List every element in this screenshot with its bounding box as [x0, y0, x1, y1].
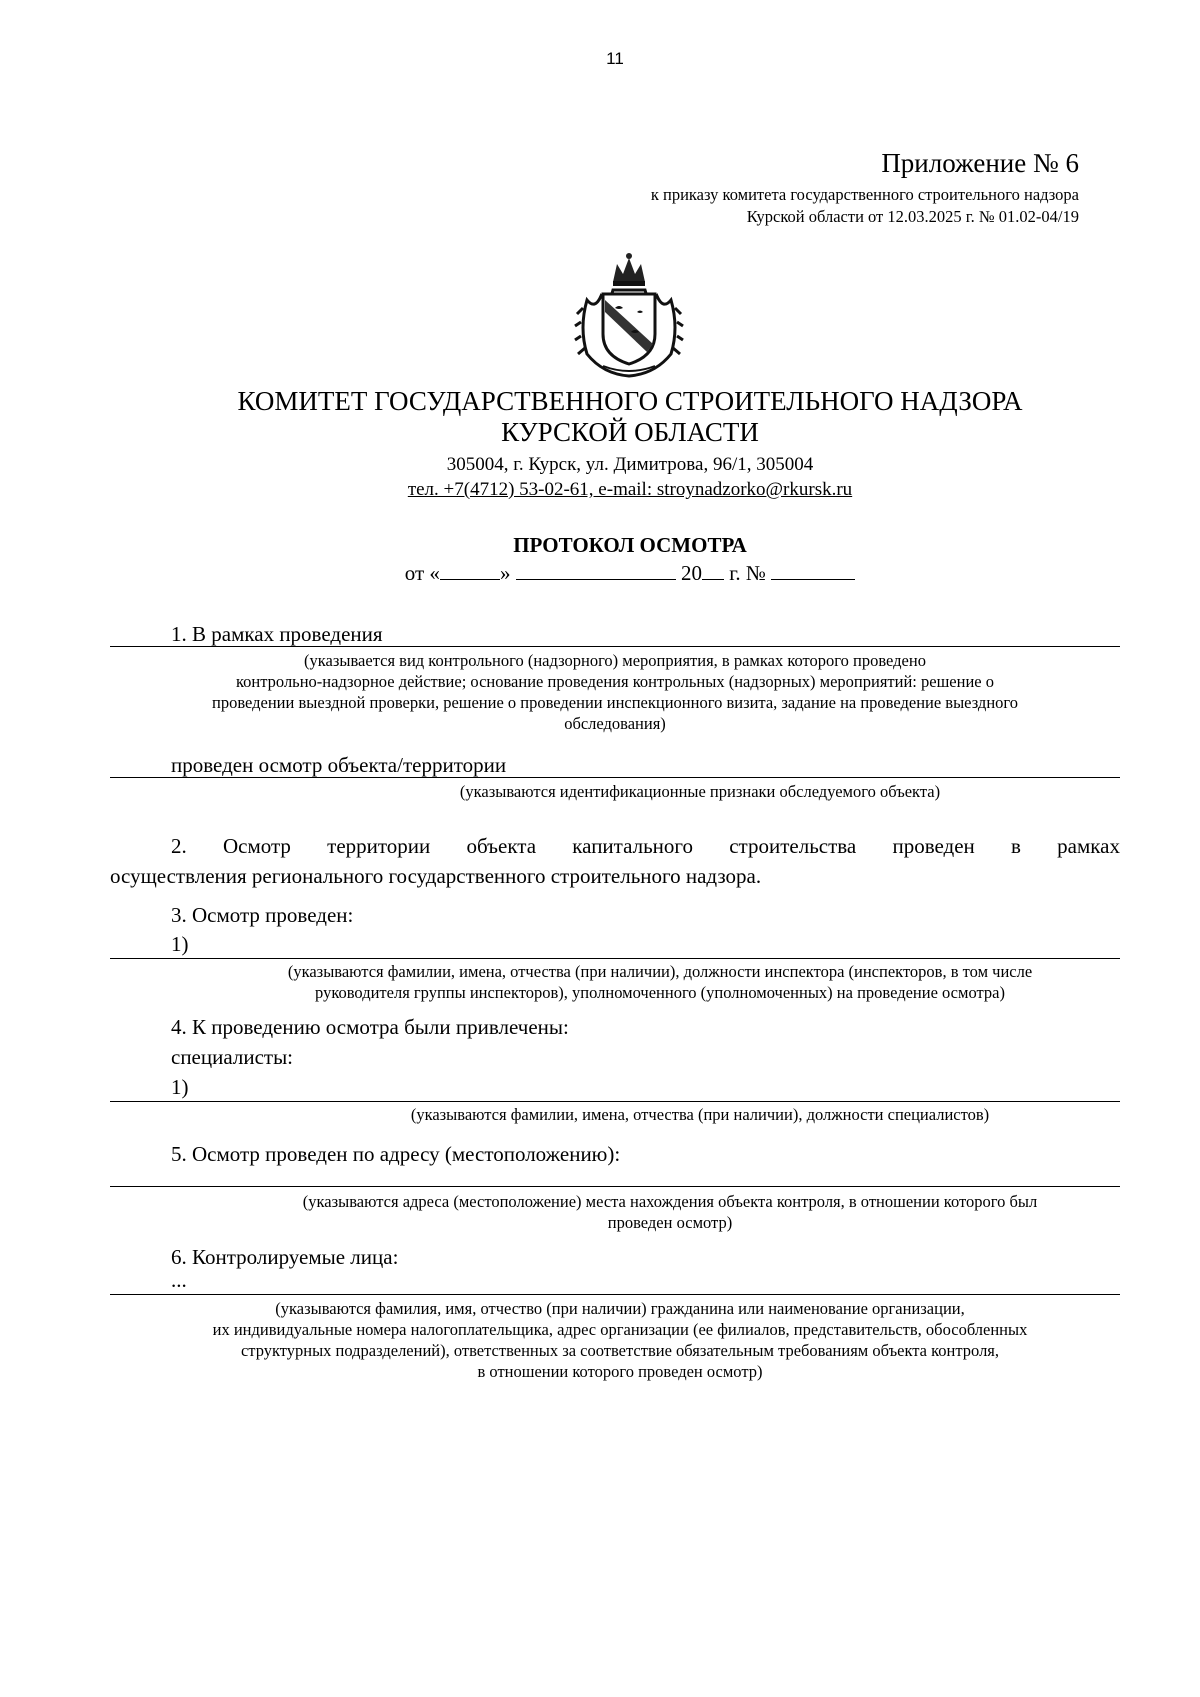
organization-contacts: тел. +7(4712) 53-02-61, e-mail: stroynadzorko@rkursk.ru	[407, 479, 853, 500]
appendix-title: Приложение № 6	[881, 148, 1079, 178]
section-4-specialists: специалисты:	[171, 1045, 294, 1069]
section-6-note-line-3: структурных подразделений), ответственных за соответствие обязательным требованиям объекта контроля,	[240, 1341, 1000, 1360]
year-blank[interactable]	[702, 561, 724, 580]
section-6-label: 6. Контролируемые лица:	[171, 1245, 399, 1269]
section-3-item: 1)	[171, 932, 189, 956]
date-mid: »	[499, 561, 511, 585]
page-number: 11	[606, 49, 624, 68]
section-1-note-line-2: контрольно-надзорное действие; основание проведения контрольных (надзорных) мероприятий: решение о	[236, 672, 994, 691]
section-2-line-1: 2. Осмотр территории объекта капитального строительства проведен в рамках	[171, 834, 1120, 858]
section-5-fill-line[interactable]	[110, 1186, 1120, 1187]
section-3-fill-line[interactable]	[110, 958, 1120, 959]
organization-address: 305004, г. Курск, ул. Димитрова, 96/1, 305004	[446, 454, 814, 475]
section-6-note-line-2: их индивидуальные номера налогоплательщика, адрес организации (ее филиалов, представительств, обособленных	[212, 1320, 1028, 1339]
section-1-object-label: проведен осмотр объекта/территории	[171, 753, 507, 777]
organization-name	[0, 386, 1200, 448]
section-1-note-line-3: проведении выездной проверки, решение о проведении инспекционного визита, задание на проведение выездного	[211, 693, 1019, 712]
section-6-note	[110, 1298, 1130, 1382]
section-1-note-line-1: (указывается вид контрольного (надзорного) мероприятия, в рамках которого проведено	[304, 651, 926, 670]
protocol-date-line	[0, 561, 1200, 586]
section-1-object-note: (указываются идентификационные признаки обследуемого объекта)	[459, 782, 941, 801]
appendix-line-1: к приказу комитета государственного строительного надзора	[650, 185, 1079, 204]
coat-of-arms-emblem	[573, 248, 685, 378]
organization-address-block	[0, 452, 1200, 502]
year-prefix: 20	[680, 561, 702, 585]
section-3-note-line-2: руководителя группы инспекторов), уполномоченного (уполномоченных) на проведение осмотра)	[315, 983, 1005, 1002]
section-5-label: 5. Осмотр проведен по адресу (местоположению):	[171, 1142, 621, 1166]
protocol-number-blank[interactable]	[771, 561, 855, 580]
section-6-note-line-4: в отношении которого проведен осмотр)	[477, 1362, 763, 1381]
section-3-note-line-1: (указываются фамилии, имена, отчества (при наличии), должности инспектора (инспекторов, в том числе	[287, 962, 1033, 981]
section-6-note-line-1: (указываются фамилия, имя, отчество (при наличии) гражданина или наименование организации,	[275, 1299, 965, 1318]
year-suffix: г. №	[729, 561, 766, 585]
appendix-line-2: Курской области от 12.03.2025 г. № 01.02-04/19	[746, 207, 1079, 226]
organization-name-line-1: КОМИТЕТ ГОСУДАРСТВЕННОГО СТРОИТЕЛЬНОГО НАДЗОРА	[237, 386, 1023, 416]
section-1-fill-line[interactable]	[110, 646, 1120, 647]
section-6-item: ...	[171, 1268, 187, 1292]
section-5-note-line-2: проведен осмотр)	[607, 1213, 733, 1232]
organization-name-line-2: КУРСКОЙ ОБЛАСТИ	[501, 417, 759, 447]
section-3-note	[110, 961, 1200, 1003]
section-1-label: 1. В рамках проведения	[171, 622, 383, 646]
appendix-subtitle	[651, 184, 1079, 228]
section-4-note: (указываются фамилии, имена, отчества (при наличии), должности специалистов)	[410, 1105, 990, 1124]
day-blank[interactable]	[440, 561, 500, 580]
section-2-line-2: осуществления регионального государственного строительного надзора.	[110, 864, 762, 888]
section-3-label: 3. Осмотр проведен:	[171, 903, 354, 927]
month-blank[interactable]	[516, 561, 676, 580]
section-6-fill-line[interactable]	[110, 1294, 1120, 1295]
section-1-note	[110, 650, 1120, 734]
section-5-note-line-1: (указываются адреса (местоположение) места нахождения объекта контроля, в отношении которого был	[302, 1192, 1038, 1211]
section-1-object-fill-line[interactable]	[110, 777, 1120, 778]
section-4-item: 1)	[171, 1075, 189, 1099]
section-4-label: 4. К проведению осмотра были привлечены:	[171, 1015, 569, 1039]
section-4-fill-line[interactable]	[110, 1101, 1120, 1102]
section-5-note	[110, 1191, 1200, 1233]
date-prefix: от «	[404, 561, 440, 585]
protocol-title: ПРОТОКОЛ ОСМОТРА	[513, 533, 747, 557]
section-1-note-line-4: обследования)	[564, 714, 666, 733]
